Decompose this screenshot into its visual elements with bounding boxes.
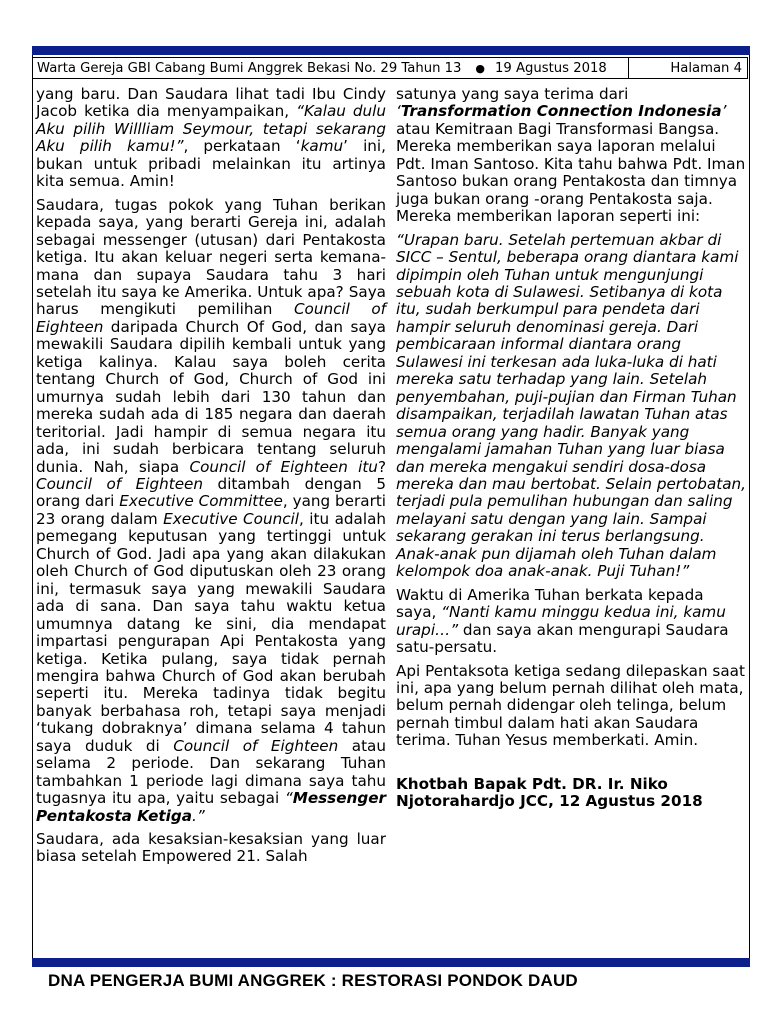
text-run: atau selama 2 periode. Dan sekarang Tuhan tambahkan 1 periode lagi dimana saya tahu tugasnya itu apa, yaitu sebagai	[36, 736, 386, 808]
sermon-attribution: Khotbah Bapak Pdt. DR. Ir. Niko Njotorahardjo JCC, 12 Agustus 2018	[396, 774, 703, 811]
left-paragraph-1	[36, 86, 386, 191]
text-run: ’ ini, bukan untuk pribadi melainkan itu artinya kita semua. Amin!	[36, 137, 386, 191]
header-date: 19 Agustus 2018	[495, 60, 607, 76]
text-run: Saudara, tugas pokok yang Tuhan berikan kepada saya, yang berarti Gereja ini, adalah sebagai messenger (utusan) dari Pentakosta ketiga. Itu akan keluar negeri serta kemana-mana dan supaya Saudara tahu 3 hari setelah itu saya ke Amerika. Untuk apa? Saya harus mengikuti pemilihan	[36, 195, 386, 319]
text-run: dan saya akan mengurapi Saudara satu-persatu.	[396, 620, 729, 657]
quote-run: “Nanti kamu minggu kedua ini, kamu urapi…”	[396, 603, 726, 639]
text-run: ditambah dengan 5 orang dari	[36, 474, 386, 511]
italic-run: Council of Eighteen	[36, 474, 204, 493]
italic-run: Council of Eighteen	[36, 300, 387, 336]
text-run: yang baru. Dan Saudara lihat tadi Ibu Cindy Jacob ketika dia menyampaikan,	[36, 85, 386, 121]
italic-run: Council of Eighteen itu	[189, 457, 378, 476]
bottom-rule-bar	[32, 958, 750, 967]
page-header	[32, 57, 748, 79]
header-publication: Warta Gereja GBI Cabang Bumi Anggrek Bekasi No. 29 Tahun 13	[37, 60, 462, 76]
italic-run: Executive Council	[163, 509, 299, 528]
text-run: , itu adalah pemegang keputusan yang tertinggi untuk Church of God. Jadi apa yang akan dilakukan oleh Church of God diputuskan oleh 23 orang ini, termasuk saya yang mewakili Saudara ada di sana. Dan saya tahu waktu ketua umumnya datang ke sini, dia mendapat impartasi pengurapan Api Pentakosta yang ketiga. Ketika pulang, saya tidak pernah mengira bahwa Church of God akan berubah seperti itu. Mereka tadinya tidak begitu banyak berbahasa roh, tetapi saya menjadi ‘tukang dobraknya’ dimana selama 4 tahun saya duduk di	[36, 509, 386, 755]
top-rule-bar	[32, 46, 750, 55]
left-paragraph-3: Saudara, ada kesaksian-kesaksian yang luar biasa setelah Empowered 21. Salah	[36, 830, 386, 866]
italic-run: Council of Eighteen	[173, 736, 339, 755]
text-run: , yang berarti 23 orang dalam	[36, 492, 386, 528]
italic-run: kamu	[300, 137, 344, 156]
italic-run: ’	[721, 102, 727, 121]
text-run: Waktu di Amerika Tuhan berkata kepada saya,	[396, 585, 704, 622]
right-quote-paragraph: “Urapan baru. Setelah pertemuan akbar di SICC – Sentul, beberapa orang diantara kami dipimpin oleh Tuhan untuk mengunjungi sebuah kota di Sulawesi. Setibanya di kota itu, sudah berkumpul para pendeta dari hampir seluruh denominasi gereja. Dari pembicaraan informal diantara orang Sulawesi ini terkesan ada luka-luka di hati mereka satu terhadap yang lain. Setelah penyembahan, puji-pujian dan Firman Tuhan disampaikan, terjadilah lawatan Tuhan atas semua orang yang hadir. Banyak yang mengalami jamahan Tuhan yang luar biasa dan mereka mengakui sendiri dosa-dosa mereka dan mau bertobat. Selain pertobatan, terjadi pula pemulihan hubungan dan saling melayani satu dengan yang lain. Sampai sekarang gerakan ini terus berlangsung. Anak-anak pun dijamah oleh Tuhan dalam kelompok doa anak-anak. Puji Tuhan!”	[396, 230, 746, 581]
italic-run: Executive Committee	[119, 492, 283, 511]
footer-tagline: DNA PENGERJA BUMI ANGGREK : RESTORASI PONDOK DAUD	[48, 971, 578, 990]
left-column	[36, 86, 386, 872]
right-paragraph-4: Api Pentaksota ketiga sedang dilepaskan saat ini, apa yang belum pernah dilihat oleh mata, belum pernah didengar oleh telinga, belum pernah timbul dalam hati akan Saudara terima. Tuhan Yesus memberkati. Amin.	[396, 661, 745, 750]
text-run: satunya yang saya terima dari	[396, 85, 629, 103]
bold-italic-run: Transformation Connection Indonesia	[400, 102, 722, 121]
text-run: ?	[377, 457, 386, 476]
text-run: atau Kemitraan Bagi Transformasi Bangsa. Mereka memberikan saya laporan melalui Pdt. Iman Santoso. Kita tahu bahwa Pdt. Iman Santoso bukan orang Pentakosta dan timnya juga bukan orang -orang Pentakosta saja. Mereka memberikan laporan seperti ini:	[396, 119, 746, 226]
right-paragraph-1	[396, 86, 746, 226]
italic-run: “	[284, 789, 293, 808]
text-run: , perkataan ‘	[183, 137, 301, 156]
header-page-number: Halaman 4	[670, 60, 742, 76]
right-paragraph-3	[396, 587, 746, 657]
left-paragraph-2	[36, 197, 386, 825]
right-column	[396, 86, 746, 817]
quote-run: “Kalau dulu Aku pilih Willliam Seymour, tetapi sekarang Aku pilih kamu!”	[36, 102, 386, 156]
italic-run: .”	[192, 806, 205, 825]
header-bullet-icon: ●	[475, 61, 486, 75]
text-run: daripada Church Of God, dan saya mewakili Saudara dipilih kembali untuk yang ketiga kalinya. Kalau saya boleh cerita tentang Church of God, Church of God ini umurnya sudah lebih dari 130 tahun dan mereka sudah ada di 185 negara dan daerah teritorial. Jadi hampir di semua negara itu ada, ini sudah berbicara tentang seluruh dunia. Nah, siapa	[36, 317, 386, 476]
bold-italic-run: Messenger Pentakosta Ketiga	[36, 789, 386, 825]
header-publication-info	[33, 58, 629, 78]
italic-run: ‘	[396, 102, 401, 121]
